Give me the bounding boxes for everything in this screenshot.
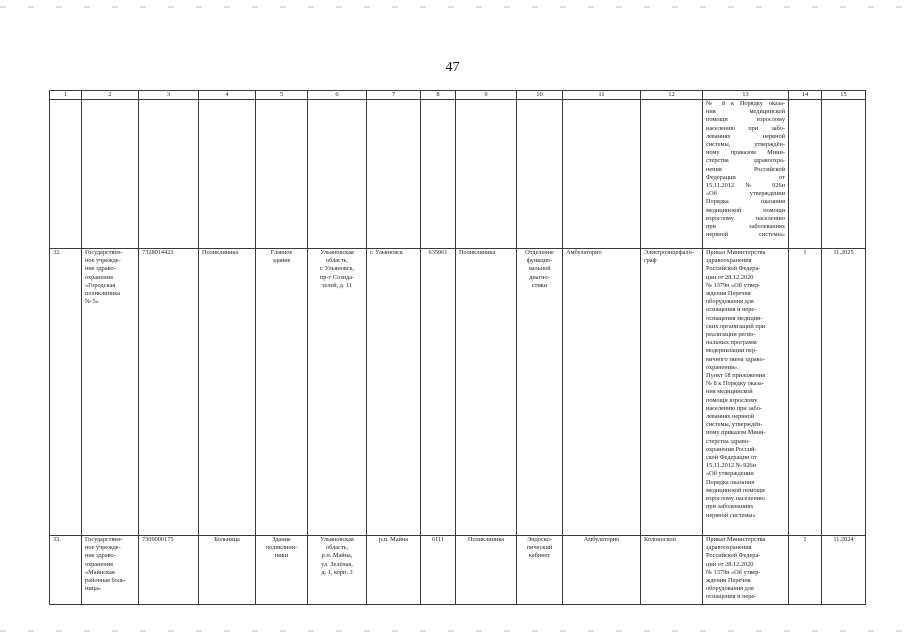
page-number: 47: [445, 60, 460, 75]
table-row: [50, 249, 866, 536]
col-header: 5: [256, 91, 308, 100]
cell-inn: [139, 100, 199, 249]
cell-legal-basis: Приказ Министерства здравоохранения Российской Федера- ции от 28.12.2020 № 1379н «Об утвер- ждении Перечня оборудования для оснащения и пере-: [703, 536, 789, 605]
col-header: 14: [789, 91, 822, 100]
col-header: 4: [199, 91, 256, 100]
col-header: 13: [703, 91, 789, 100]
col-header: 12: [641, 91, 703, 100]
cell-number: [50, 100, 82, 249]
cell-department: [517, 100, 563, 249]
cell-locality: р.п. Майна: [367, 536, 421, 605]
cell-date: [822, 100, 866, 249]
cell-equipment: Электроэнцефало- граф: [641, 249, 703, 536]
col-header: 7: [367, 91, 421, 100]
cell-department: Отделение функцио- нальной диагно- стики: [517, 249, 563, 536]
cell-unit: Поликлиника: [456, 536, 517, 605]
cell-equipment: Колоноскоп: [641, 536, 703, 605]
cell-unit: [456, 100, 517, 249]
cell-code: 635061: [421, 249, 456, 536]
cell-date: 11.2024: [822, 536, 866, 605]
cell-equipment: [641, 100, 703, 249]
cell-building: Здание поликлини- ники: [256, 536, 308, 605]
cell-legal-basis: Приказ Министерства здравоохранения Российской Федера- ции от 28.12.2020 № 1379н «Об утвер- ждении Перечня оборудования для оснащения и пере- оснащения медицин- ских организаций при реализации регио- нальных программ модернизации пер- вичного звена здраво- охранения». Пункт 18 приложения № 8 к Порядку оказа- ния медицинской помощи взрослому населению при забо- леваниях нервной системы, утверждён- ному приказом Мини- стерства здраво- охранения Россий- ской Федерации от 15.11.2012 № 926н «Об утверждении Порядка оказания медицинской помощи взрослому населению при заболеваниях нервной системы»: [703, 249, 789, 536]
cell-type: Больница: [199, 536, 256, 605]
cell-type: [199, 100, 256, 249]
cell-unit: Поликлиника: [456, 249, 517, 536]
col-header: 8: [421, 91, 456, 100]
cell-locality: г. Ульяновск: [367, 249, 421, 536]
table-row: [50, 536, 866, 605]
cell-number: 33.: [50, 536, 82, 605]
header-row: [50, 91, 866, 100]
col-header: 11: [563, 91, 641, 100]
table-row: [50, 100, 866, 249]
col-header: 10: [517, 91, 563, 100]
cell-locality: [367, 100, 421, 249]
cell-quantity: [789, 100, 822, 249]
cell-address: Ульяновская область, г. Ульяновск, пр-т Созида- телей, д. 11: [308, 249, 367, 536]
cell-number: 32.: [50, 249, 82, 536]
col-header: 9: [456, 91, 517, 100]
cell-code: 6111: [421, 536, 456, 605]
col-header: 15: [822, 91, 866, 100]
cell-code: [421, 100, 456, 249]
cell-legal-basis: № 8 к Порядку оказа- ния медицинской помощи взрослому населению при забо- леваниях нервной системы, утверждён- ному приказом Мини- стерства здравоохра- нения Российской Федерации от 15.11.2012 № 926н «Об утверждении Порядка оказания медицинской помощи взрослому населению при заболеваниях нервной системы»: [703, 100, 789, 249]
cell-organization: [82, 100, 139, 249]
cell-building: [256, 100, 308, 249]
col-header: 3: [139, 91, 199, 100]
cell-quantity: 1: [789, 249, 822, 536]
equipment-table: [49, 90, 866, 605]
cell-type: Поликлиника: [199, 249, 256, 536]
col-header: 1: [50, 91, 82, 100]
cell-care-condition: Амбулаторно: [563, 249, 641, 536]
cell-care-condition: [563, 100, 641, 249]
cell-building: Главное здание: [256, 249, 308, 536]
cell-inn: 7328014423: [139, 249, 199, 536]
cell-address: [308, 100, 367, 249]
col-header: 6: [308, 91, 367, 100]
cell-address: Ульяновская область, р.п. Майна, ул. Зелёная, д. 1, корп. 3: [308, 536, 367, 605]
cell-inn: 7309000175: [139, 536, 199, 605]
cell-organization: Государствен- ное учрежде- ние здраво- охранения «Майнская районная боль- ница»: [82, 536, 139, 605]
cell-care-condition: Амбулаторно: [563, 536, 641, 605]
col-header: 2: [82, 91, 139, 100]
cell-department: Эндоско- пический кабинет: [517, 536, 563, 605]
cell-date: 11.2025: [822, 249, 866, 536]
cell-organization: Государствен- ное учрежде- ние здраво- охранения «Городская поликлиника № 5»: [82, 249, 139, 536]
cell-quantity: 1: [789, 536, 822, 605]
